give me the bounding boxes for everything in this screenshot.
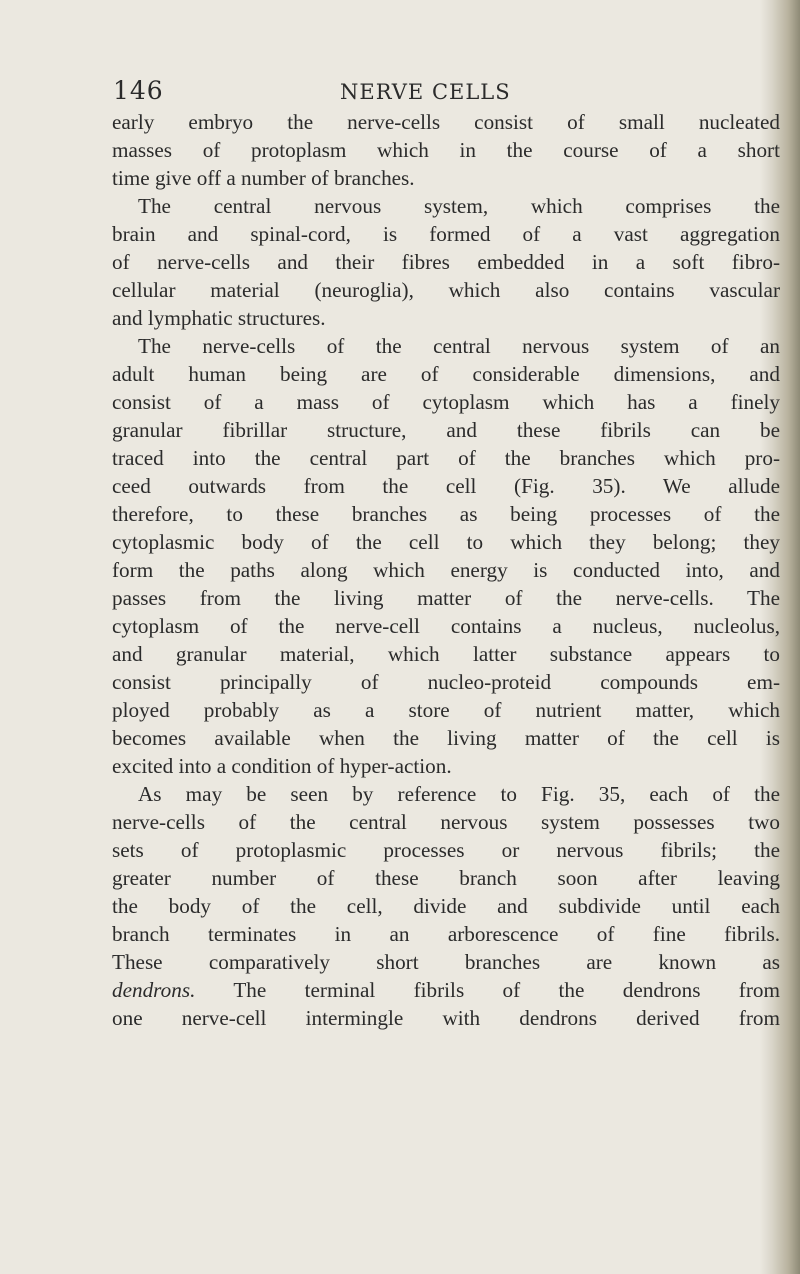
text-line: cytoplasm of the nerve-cell contains a nucleus, nucleolus, <box>112 614 780 638</box>
text-line: brain and spinal-cord, is formed of a vast aggregation <box>112 222 780 246</box>
text-line: excited into a condition of hyper-action. <box>112 754 452 778</box>
text-line: ceed outwards from the cell (Fig. 35). We allude <box>112 474 780 498</box>
page-number: 146 <box>113 76 164 105</box>
text-line: therefore, to these branches as being processes of the <box>112 502 780 526</box>
text-line: The nerve-cells of the central nervous system of an <box>138 334 780 358</box>
text-line: As may be seen by reference to Fig. 35, each of the <box>138 782 780 806</box>
text-line: becomes available when the living matter of the cell is <box>112 726 780 750</box>
text-line: cytoplasmic body of the cell to which they belong; they <box>112 530 780 554</box>
text-line: consist principally of nucleo-proteid compounds em- <box>112 670 780 694</box>
text-line: adult human being are of considerable dimensions, and <box>112 362 780 386</box>
text-line: granular fibrillar structure, and these fibrils can be <box>112 418 780 442</box>
text-line: form the paths along which energy is conducted into, and <box>112 558 780 582</box>
body-text <box>112 108 780 1032</box>
text-line: ployed probably as a store of nutrient matter, which <box>112 698 780 722</box>
text-fragment: The terminal fibrils of the dendrons from <box>233 978 780 1002</box>
text-line <box>112 976 780 1004</box>
text-line: and lymphatic structures. <box>112 306 326 330</box>
text-line: masses of protoplasm which in the course of a short <box>112 138 780 162</box>
text-line: early embryo the nerve-cells consist of small nucleated <box>112 110 780 134</box>
text-line: time give off a number of branches. <box>112 166 415 190</box>
text-line: branch terminates in an arborescence of fine fibrils. <box>112 922 780 946</box>
italic-term: dendrons. <box>112 978 196 1002</box>
text-line: consist of a mass of cytoplasm which has a finely <box>112 390 780 414</box>
text-line: greater number of these branch soon after leaving <box>112 866 780 890</box>
text-line: of nerve-cells and their fibres embedded in a soft fibro- <box>112 250 780 274</box>
text-line: passes from the living matter of the nerve-cells. The <box>112 586 780 610</box>
text-line: sets of protoplasmic processes or nervous fibrils; the <box>112 838 780 862</box>
text-line: one nerve-cell intermingle with dendrons derived from <box>112 1006 780 1030</box>
text-line: and granular material, which latter substance appears to <box>112 642 780 666</box>
text-line: traced into the central part of the branches which pro- <box>112 446 780 470</box>
text-line: the body of the cell, divide and subdivide until each <box>112 894 780 918</box>
text-line: These comparatively short branches are known as <box>112 950 780 974</box>
text-line: nerve-cells of the central nervous system possesses two <box>112 810 780 834</box>
text-line: cellular material (neuroglia), which also contains vascular <box>112 278 780 302</box>
running-head: NERVE CELLS <box>340 80 511 104</box>
text-line: The central nervous system, which comprises the <box>138 194 780 218</box>
